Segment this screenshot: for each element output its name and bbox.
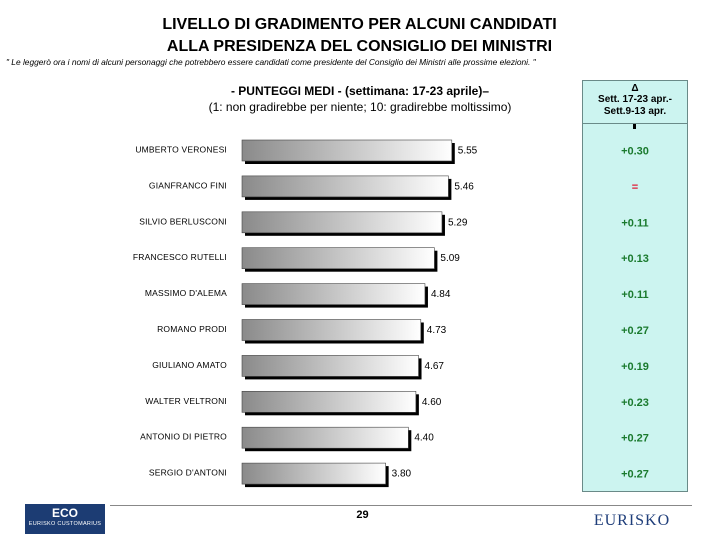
category-label: MASSIMO D'ALEMA xyxy=(144,288,227,299)
category-label: UMBERTO VERONESI xyxy=(135,144,227,155)
delta-value: = xyxy=(631,181,639,194)
bar xyxy=(242,212,442,233)
category-label: FRANCESCO RUTELLI xyxy=(132,252,227,263)
category-label: ANTONIO DI PIETRO xyxy=(140,431,227,442)
value-label: 4.40 xyxy=(414,432,434,444)
bar xyxy=(242,176,448,197)
delta-header-line-2: Sett.9-13 apr. xyxy=(603,106,667,117)
value-label: 3.80 xyxy=(391,468,412,480)
delta-icon: Δ xyxy=(631,83,639,94)
delta-value: +0.23 xyxy=(621,396,649,409)
value-label: 5.29 xyxy=(447,217,468,229)
eurisko-logo: EURISKO xyxy=(593,512,671,529)
value-label: 5.09 xyxy=(440,253,460,265)
delta-value: +0.19 xyxy=(621,360,649,373)
category-label: WALTER VELTRONI xyxy=(145,395,227,406)
eco-logo-text: ECO xyxy=(51,506,78,520)
category-label: GIULIANO AMATO xyxy=(152,359,227,370)
eco-logo xyxy=(25,504,105,534)
page-title-line-2: ALLA PRESIDENZA DEL CONSIGLIO DEI MINISTRI xyxy=(166,38,553,55)
bar xyxy=(242,463,386,484)
scale-legend: (1: non gradirebbe per niente; 10: gradirebbe moltissimo) xyxy=(208,100,512,114)
value-label: 4.84 xyxy=(430,289,451,301)
delta-value: +0.27 xyxy=(621,468,649,481)
category-label: SILVIO BERLUSCONI xyxy=(139,216,227,227)
delta-value: +0.30 xyxy=(621,145,649,158)
delta-header-line-1: Sett. 17-23 apr.- xyxy=(598,94,672,105)
bar xyxy=(242,355,419,376)
eco-logo-subtext: EURISKO CUSTOMARIUS xyxy=(28,521,102,527)
bar xyxy=(242,391,416,412)
value-label: 5.55 xyxy=(457,145,478,157)
bar xyxy=(242,320,421,341)
value-label: 4.67 xyxy=(424,360,444,372)
value-label: 4.60 xyxy=(421,396,442,408)
bar xyxy=(242,248,434,269)
delta-value: +0.11 xyxy=(621,217,649,230)
bar xyxy=(242,140,452,161)
delta-value: +0.27 xyxy=(621,325,649,337)
chart-subtitle: - PUNTEGGI MEDI - (settimana: 17-23 aprile)– xyxy=(230,84,490,98)
delta-value: +0.11 xyxy=(621,289,649,302)
category-label: SERGIO D'ANTONI xyxy=(148,467,227,478)
value-label: 4.73 xyxy=(426,325,447,336)
category-label: GIANFRANCO FINI xyxy=(148,180,227,191)
value-label: 5.46 xyxy=(454,181,474,193)
category-label: ROMANO PRODI xyxy=(157,324,227,334)
delta-value: +0.27 xyxy=(621,432,649,445)
bar xyxy=(242,427,408,448)
footer-divider xyxy=(110,505,692,506)
question-note: " Le leggerò ora i nomi di alcuni personaggi che potrebbero essere candidati come presidente del Consiglio dei Ministri alle prossime elezioni. " xyxy=(6,57,536,67)
bar xyxy=(242,284,425,305)
page-title-line-1: LIVELLO DI GRADIMENTO PER ALCUNI CANDIDATI xyxy=(162,16,557,33)
delta-value: +0.13 xyxy=(621,253,649,266)
page-number: 29 xyxy=(356,509,369,521)
